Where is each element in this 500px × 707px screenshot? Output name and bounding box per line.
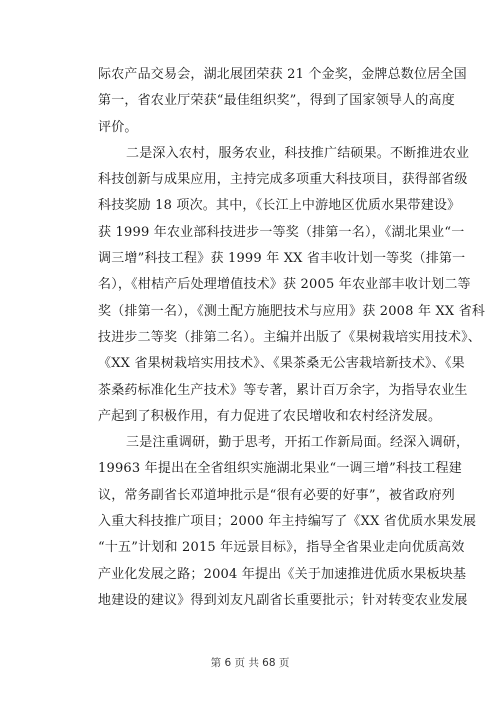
- page-footer: 第 6 页 共 68 页: [210, 657, 290, 669]
- text-line: 科技创新与成果应用，主持完成多项重大科技项目，获得部省级: [98, 172, 468, 188]
- text-line: 技进步二等奖（排第二名）。主编并出版了《果树栽培实用技术》、: [98, 329, 482, 345]
- text-line: “十五”计划和 2015 年远景目标》，指导全省果业走向优质高效: [98, 540, 465, 556]
- text-line: 19963 年提出在全省组织实施湖北果业“一调三增”科技工程建: [98, 461, 462, 477]
- text-line: 科技奖励 18 项次。其中，《长江上中游地区优质水果带建设》: [98, 198, 461, 214]
- text-line: 地建设的建议》得到刘友凡副省长重要批示；针对转变农业发展: [98, 592, 468, 608]
- body-text: [98, 62, 486, 614]
- text-line: 奖（排第一名），《测土配方施肥技术与应用》获 2008 年 XX 省科: [98, 303, 486, 319]
- text-line: 际农产品交易会，湖北展团荣获 21 个金奖，金牌总数位居全国: [98, 67, 467, 82]
- paragraph-start-line: 二是深入农村，服务农业，科技推广结硕果。不断推进农业: [126, 145, 470, 161]
- text-line: 《XX 省果树栽培实用技术》、《果茶桑无公害栽培新技术》、《果: [98, 356, 465, 372]
- text-line: 获 1999 年农业部科技进步一等奖（排第一名），《湖北果业“一: [98, 224, 465, 240]
- text-line: 评价。: [98, 119, 138, 135]
- paragraph-start-line: 三是注重调研，勤于思考，开拓工作新局面。经深入调研，: [126, 435, 470, 451]
- text-line: 入重大科技推广项目；2000 年主持编写了《XX 省优质水果发展: [98, 514, 477, 530]
- text-line: 调三增”科技工程》获 1999 年 XX 省丰收计划一等奖（排第一: [98, 251, 466, 267]
- text-line: 产业化发展之路；2004 年提出《关于加速推进优质水果板块基: [98, 566, 467, 582]
- text-line: 茶桑药标准化生产技术》等专著，累计百万余字，为指导农业生: [98, 382, 468, 398]
- text-line: 议，常务副省长邓道坤批示是“很有必要的好事”，被省政府列: [98, 487, 455, 503]
- text-line: 产起到了积极作用，有力促进了农民增收和农村经济发展。: [98, 408, 442, 424]
- text-line: 第一，省农业厅荣获“最佳组织奖”，得到了国家领导人的高度: [98, 93, 455, 109]
- text-line: 名），《柑桔产后处理增值技术》获 2005 年农业部丰收计划二等: [98, 277, 471, 293]
